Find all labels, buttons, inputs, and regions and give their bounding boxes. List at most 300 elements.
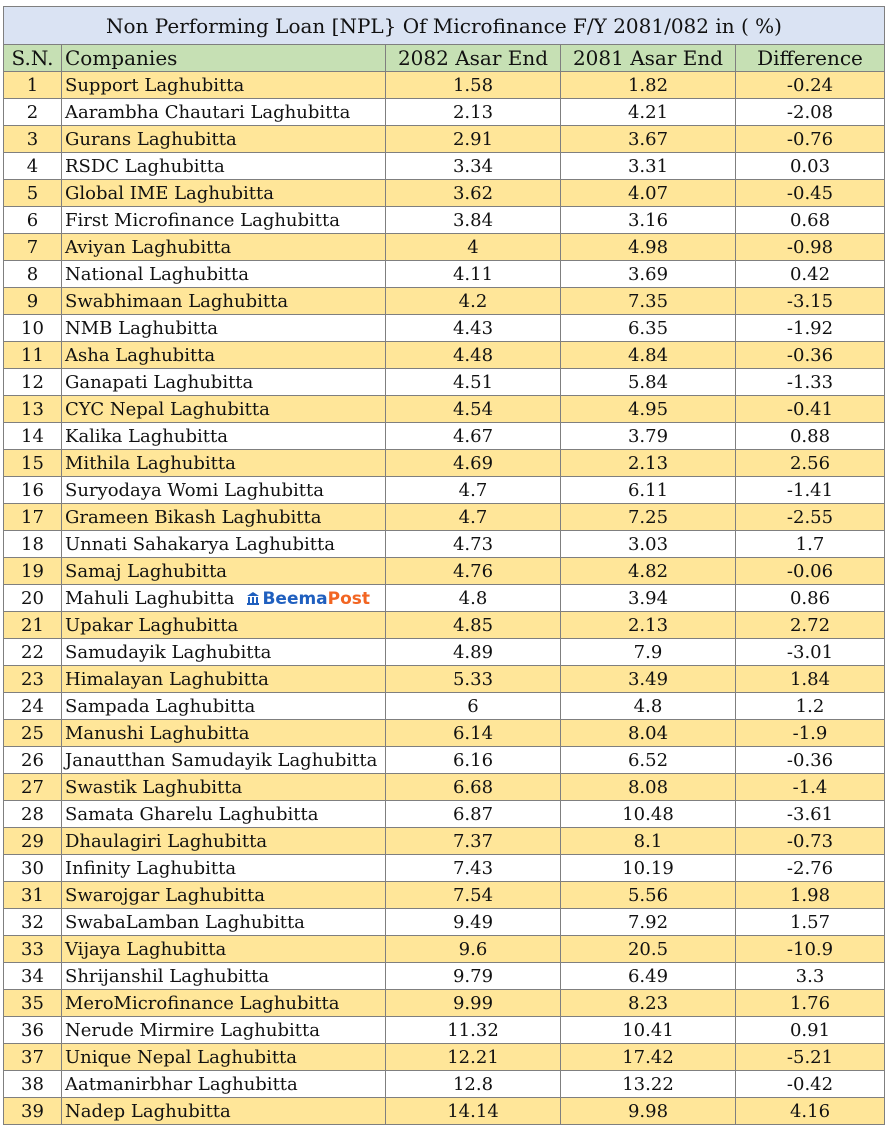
header-2082-asar-end: 2082 Asar End xyxy=(386,45,561,72)
sn-text: 4 xyxy=(26,155,39,177)
difference-cell xyxy=(736,342,885,369)
company-text: Suryodaya Womi Laghubitta xyxy=(65,479,324,501)
company-text: MeroMicrofinance Laghubitta xyxy=(65,992,340,1014)
difference-cell xyxy=(736,990,885,1017)
table-row xyxy=(4,342,885,369)
value-2082-cell xyxy=(386,531,561,558)
difference-text: -1.33 xyxy=(786,371,834,393)
company-text: Vijaya Laghubitta xyxy=(65,938,227,960)
company-cell xyxy=(62,720,386,747)
value-2081-cell xyxy=(561,234,736,261)
value-2081-text: 17.42 xyxy=(622,1046,674,1068)
value-2081-text: 10.48 xyxy=(622,803,674,825)
company-cell xyxy=(62,1098,386,1125)
difference-text: -0.76 xyxy=(786,128,834,150)
table-row xyxy=(4,72,885,99)
company-cell xyxy=(62,180,386,207)
value-2082-cell xyxy=(386,477,561,504)
value-2081-cell xyxy=(561,693,736,720)
value-2081-cell xyxy=(561,369,736,396)
value-2081-cell xyxy=(561,855,736,882)
value-2081-cell xyxy=(561,882,736,909)
sn-cell xyxy=(4,180,62,207)
value-2082-text: 4.7 xyxy=(458,479,488,501)
sn-cell xyxy=(4,828,62,855)
value-2082-text: 3.62 xyxy=(452,182,494,204)
sn-text: 9 xyxy=(26,290,39,312)
value-2082-text: 4.2 xyxy=(458,290,488,312)
difference-cell xyxy=(736,1098,885,1125)
difference-text: -1.4 xyxy=(792,776,828,798)
value-2082-cell xyxy=(386,855,561,882)
company-text: Support Laghubitta xyxy=(65,74,245,96)
header-difference: Difference xyxy=(736,45,885,72)
value-2081-cell xyxy=(561,288,736,315)
sn-cell xyxy=(4,1044,62,1071)
value-2082-cell xyxy=(386,369,561,396)
value-2082-cell xyxy=(386,504,561,531)
difference-cell xyxy=(736,1071,885,1098)
sn-cell xyxy=(4,612,62,639)
difference-cell xyxy=(736,801,885,828)
difference-text: 0.88 xyxy=(789,425,831,447)
sn-cell xyxy=(4,1017,62,1044)
value-2081-cell xyxy=(561,1098,736,1125)
difference-text: -2.08 xyxy=(786,101,834,123)
value-2081-cell xyxy=(561,747,736,774)
company-text: Unique Nepal Laghubitta xyxy=(65,1046,298,1068)
value-2082-cell xyxy=(386,1071,561,1098)
company-cell xyxy=(62,990,386,1017)
table-row xyxy=(4,639,885,666)
difference-text: 0.03 xyxy=(789,155,831,177)
value-2081-text: 7.9 xyxy=(633,641,663,663)
value-2082-text: 9.79 xyxy=(452,965,494,987)
sn-text: 14 xyxy=(21,425,44,447)
value-2081-cell xyxy=(561,99,736,126)
value-2082-text: 4.89 xyxy=(452,641,494,663)
value-2081-cell xyxy=(561,531,736,558)
sn-cell xyxy=(4,423,62,450)
table-row xyxy=(4,747,885,774)
sn-text: 1 xyxy=(26,74,39,96)
sn-text: 10 xyxy=(21,317,44,339)
sn-text: 21 xyxy=(21,614,44,636)
company-text: NMB Laghubitta xyxy=(65,317,218,339)
company-cell xyxy=(62,369,386,396)
difference-cell xyxy=(736,720,885,747)
value-2081-text: 3.16 xyxy=(627,209,669,231)
sn-cell xyxy=(4,585,62,612)
value-2082-cell xyxy=(386,450,561,477)
company-cell xyxy=(62,585,386,612)
company-cell xyxy=(62,774,386,801)
sn-text: 11 xyxy=(21,344,44,366)
company-text: Himalayan Laghubitta xyxy=(65,668,269,690)
difference-cell xyxy=(736,315,885,342)
table-row xyxy=(4,693,885,720)
difference-text: 1.76 xyxy=(789,992,831,1014)
value-2082-cell xyxy=(386,963,561,990)
value-2082-text: 5.33 xyxy=(452,668,494,690)
company-text: Aatmanirbhar Laghubitta xyxy=(65,1073,298,1095)
sn-cell xyxy=(4,342,62,369)
sn-text: 3 xyxy=(26,128,39,150)
company-text: Swabhimaan Laghubitta xyxy=(65,290,289,312)
value-2082-text: 4.7 xyxy=(458,506,488,528)
difference-text: -0.36 xyxy=(786,749,834,771)
value-2081-text: 1.82 xyxy=(627,74,669,96)
header-companies: Companies xyxy=(62,45,386,72)
value-2081-cell xyxy=(561,639,736,666)
company-text: Infinity Laghubitta xyxy=(65,857,237,879)
difference-text: -5.21 xyxy=(786,1046,834,1068)
value-2081-cell xyxy=(561,558,736,585)
sn-cell xyxy=(4,720,62,747)
value-2082-text: 1.58 xyxy=(452,74,494,96)
value-2081-text: 4.8 xyxy=(633,695,663,717)
logo-text-right: Post xyxy=(327,588,371,609)
sn-text: 20 xyxy=(21,587,44,609)
value-2081-cell xyxy=(561,801,736,828)
difference-text: -0.41 xyxy=(786,398,834,420)
value-2082-text: 6.14 xyxy=(452,722,494,744)
company-text: National Laghubitta xyxy=(65,263,249,285)
company-cell xyxy=(62,747,386,774)
value-2081-cell xyxy=(561,720,736,747)
table-row xyxy=(4,450,885,477)
value-2082-text: 12.21 xyxy=(447,1046,499,1068)
sn-cell xyxy=(4,477,62,504)
table-row xyxy=(4,1044,885,1071)
difference-text: 1.7 xyxy=(795,533,825,555)
table-row xyxy=(4,1071,885,1098)
sn-text: 33 xyxy=(21,938,44,960)
value-2082-text: 7.54 xyxy=(452,884,494,906)
value-2081-cell xyxy=(561,180,736,207)
value-2081-text: 8.08 xyxy=(627,776,669,798)
company-text: Janautthan Samudayik Laghubitta xyxy=(65,749,378,771)
company-text: Samaj Laghubitta xyxy=(65,560,228,582)
value-2081-cell xyxy=(561,585,736,612)
sn-text: 34 xyxy=(21,965,44,987)
value-2081-text: 5.56 xyxy=(627,884,669,906)
company-cell xyxy=(62,315,386,342)
difference-cell xyxy=(736,477,885,504)
value-2082-cell xyxy=(386,909,561,936)
value-2082-text: 4.85 xyxy=(452,614,494,636)
value-2082-text: 6.68 xyxy=(452,776,494,798)
company-text: Upakar Laghubitta xyxy=(65,614,239,636)
difference-text: -0.73 xyxy=(786,830,834,852)
value-2082-text: 4.73 xyxy=(452,533,494,555)
sn-text: 29 xyxy=(21,830,44,852)
value-2081-text: 4.82 xyxy=(627,560,669,582)
sn-cell xyxy=(4,774,62,801)
table-row xyxy=(4,261,885,288)
company-text: Samudayik Laghubitta xyxy=(65,641,272,663)
title-row xyxy=(4,7,885,45)
value-2082-cell xyxy=(386,666,561,693)
value-2081-text: 3.69 xyxy=(627,263,669,285)
company-cell xyxy=(62,342,386,369)
difference-text: -0.42 xyxy=(786,1073,834,1095)
value-2082-cell xyxy=(386,936,561,963)
difference-cell xyxy=(736,936,885,963)
table-row xyxy=(4,531,885,558)
company-cell xyxy=(62,234,386,261)
value-2082-cell xyxy=(386,990,561,1017)
company-cell xyxy=(62,1017,386,1044)
value-2081-text: 3.31 xyxy=(627,155,669,177)
sn-text: 32 xyxy=(21,911,44,933)
difference-cell xyxy=(736,153,885,180)
difference-cell xyxy=(736,531,885,558)
value-2082-cell xyxy=(386,639,561,666)
value-2082-text: 12.8 xyxy=(452,1073,494,1095)
value-2081-text: 6.35 xyxy=(627,317,669,339)
table-row xyxy=(4,126,885,153)
difference-text: -2.55 xyxy=(786,506,834,528)
sn-text: 26 xyxy=(21,749,44,771)
value-2082-cell xyxy=(386,558,561,585)
difference-cell xyxy=(736,855,885,882)
difference-text: 2.72 xyxy=(789,614,831,636)
value-2082-text: 9.6 xyxy=(458,938,488,960)
sn-cell xyxy=(4,909,62,936)
sn-text: 27 xyxy=(21,776,44,798)
value-2082-text: 4.8 xyxy=(458,587,488,609)
difference-cell xyxy=(736,585,885,612)
value-2082-cell xyxy=(386,72,561,99)
difference-cell xyxy=(736,639,885,666)
difference-cell xyxy=(736,774,885,801)
company-cell xyxy=(62,693,386,720)
table-row xyxy=(4,99,885,126)
value-2081-text: 8.23 xyxy=(627,992,669,1014)
table-row xyxy=(4,180,885,207)
difference-cell xyxy=(736,612,885,639)
company-text: Dhaulagiri Laghubitta xyxy=(65,830,268,852)
value-2082-cell xyxy=(386,315,561,342)
value-2081-text: 7.92 xyxy=(627,911,669,933)
value-2082-text: 4.69 xyxy=(452,452,494,474)
company-text: Aarambha Chautari Laghubitta xyxy=(65,101,351,123)
sn-text: 17 xyxy=(21,506,44,528)
difference-text: 1.2 xyxy=(795,695,825,717)
sn-cell xyxy=(4,369,62,396)
value-2082-text: 4 xyxy=(467,236,479,258)
company-text: Aviyan Laghubitta xyxy=(65,236,232,258)
company-cell xyxy=(62,396,386,423)
value-2081-cell xyxy=(561,477,736,504)
difference-cell xyxy=(736,180,885,207)
difference-text: 0.91 xyxy=(789,1019,831,1041)
company-cell xyxy=(62,612,386,639)
value-2082-text: 11.32 xyxy=(447,1019,499,1041)
difference-text: 4.16 xyxy=(789,1100,831,1122)
value-2081-text: 4.98 xyxy=(627,236,669,258)
company-text: SwabaLamban Laghubitta xyxy=(65,911,305,933)
difference-text: -1.92 xyxy=(786,317,834,339)
sn-cell xyxy=(4,963,62,990)
difference-cell xyxy=(736,666,885,693)
company-text: Nerude Mirmire Laghubitta xyxy=(65,1019,320,1041)
table-row xyxy=(4,666,885,693)
value-2082-text: 9.49 xyxy=(452,911,494,933)
difference-text: -3.61 xyxy=(786,803,834,825)
sn-cell xyxy=(4,396,62,423)
value-2082-cell xyxy=(386,180,561,207)
sn-text: 16 xyxy=(21,479,44,501)
sn-text: 6 xyxy=(26,209,39,231)
table-row xyxy=(4,315,885,342)
company-text: Ganapati Laghubitta xyxy=(65,371,254,393)
value-2081-cell xyxy=(561,261,736,288)
table-row xyxy=(4,990,885,1017)
sn-text: 2 xyxy=(26,101,39,123)
difference-text: 0.42 xyxy=(789,263,831,285)
difference-text: 1.84 xyxy=(789,668,831,690)
value-2082-text: 4.11 xyxy=(452,263,494,285)
sn-text: 12 xyxy=(21,371,44,393)
sn-text: 23 xyxy=(21,668,44,690)
value-2082-cell xyxy=(386,342,561,369)
value-2081-text: 8.1 xyxy=(633,830,663,852)
sn-text: 37 xyxy=(21,1046,44,1068)
table-row xyxy=(4,774,885,801)
company-text: Shrijanshil Laghubitta xyxy=(65,965,270,987)
company-cell xyxy=(62,450,386,477)
value-2082-cell xyxy=(386,693,561,720)
value-2082-cell xyxy=(386,747,561,774)
value-2081-cell xyxy=(561,666,736,693)
value-2081-text: 4.95 xyxy=(627,398,669,420)
value-2082-cell xyxy=(386,1017,561,1044)
difference-text: 3.3 xyxy=(795,965,825,987)
table-row xyxy=(4,558,885,585)
building-icon xyxy=(246,591,260,605)
value-2082-cell xyxy=(386,828,561,855)
value-2081-text: 6.52 xyxy=(627,749,669,771)
value-2082-text: 2.13 xyxy=(452,101,494,123)
value-2081-text: 4.07 xyxy=(627,182,669,204)
table-row xyxy=(4,963,885,990)
table-row xyxy=(4,909,885,936)
value-2081-cell xyxy=(561,828,736,855)
value-2081-text: 3.94 xyxy=(627,587,669,609)
company-text: Mithila Laghubitta xyxy=(65,452,236,474)
table-row xyxy=(4,369,885,396)
sn-cell xyxy=(4,936,62,963)
difference-cell xyxy=(736,234,885,261)
sn-cell xyxy=(4,990,62,1017)
value-2081-text: 3.79 xyxy=(627,425,669,447)
table-row xyxy=(4,1017,885,1044)
company-text: Unnati Sahakarya Laghubitta xyxy=(65,533,335,555)
value-2081-text: 2.13 xyxy=(627,452,669,474)
value-2082-text: 4.67 xyxy=(452,425,494,447)
difference-cell xyxy=(736,1044,885,1071)
value-2081-cell xyxy=(561,315,736,342)
difference-text: -0.98 xyxy=(786,236,834,258)
value-2082-text: 4.48 xyxy=(452,344,494,366)
value-2081-cell xyxy=(561,990,736,1017)
table-row xyxy=(4,585,885,612)
sn-cell xyxy=(4,801,62,828)
value-2082-text: 9.99 xyxy=(452,992,494,1014)
table-row xyxy=(4,936,885,963)
sn-text: 30 xyxy=(21,857,44,879)
difference-cell xyxy=(736,828,885,855)
value-2081-text: 2.13 xyxy=(627,614,669,636)
difference-cell xyxy=(736,99,885,126)
value-2081-cell xyxy=(561,396,736,423)
company-cell xyxy=(62,639,386,666)
table-row xyxy=(4,855,885,882)
sn-text: 5 xyxy=(26,182,39,204)
company-cell xyxy=(62,963,386,990)
company-cell xyxy=(62,801,386,828)
table-row xyxy=(4,423,885,450)
table-row xyxy=(4,612,885,639)
value-2082-text: 14.14 xyxy=(447,1100,499,1122)
difference-text: -1.41 xyxy=(786,479,834,501)
sn-text: 24 xyxy=(21,695,44,717)
value-2082-cell xyxy=(386,1044,561,1071)
value-2081-cell xyxy=(561,423,736,450)
difference-cell xyxy=(736,909,885,936)
table-row xyxy=(4,477,885,504)
sn-cell xyxy=(4,855,62,882)
value-2081-cell xyxy=(561,72,736,99)
company-text: Sampada Laghubitta xyxy=(65,695,256,717)
difference-cell xyxy=(736,450,885,477)
value-2081-text: 10.41 xyxy=(622,1019,674,1041)
value-2081-cell xyxy=(561,612,736,639)
value-2081-cell xyxy=(561,153,736,180)
difference-text: -10.9 xyxy=(786,938,834,960)
table-row xyxy=(4,801,885,828)
sn-text: 38 xyxy=(21,1073,44,1095)
value-2081-cell xyxy=(561,126,736,153)
sn-text: 31 xyxy=(21,884,44,906)
value-2082-cell xyxy=(386,1098,561,1125)
difference-text: -0.45 xyxy=(786,182,834,204)
difference-cell xyxy=(736,261,885,288)
difference-cell xyxy=(736,126,885,153)
header-2081-asar-end: 2081 Asar End xyxy=(561,45,736,72)
difference-cell xyxy=(736,369,885,396)
difference-cell xyxy=(736,72,885,99)
value-2081-cell xyxy=(561,1017,736,1044)
value-2081-text: 6.49 xyxy=(627,965,669,987)
sn-cell xyxy=(4,288,62,315)
value-2081-text: 7.35 xyxy=(627,290,669,312)
table-title: Non Performing Loan [NPL} Of Microfinance F/Y 2081/082 in ( %) xyxy=(4,7,885,45)
sn-cell xyxy=(4,747,62,774)
value-2082-cell xyxy=(386,396,561,423)
difference-cell xyxy=(736,207,885,234)
value-2081-cell xyxy=(561,504,736,531)
value-2081-text: 9.98 xyxy=(627,1100,669,1122)
difference-text: -0.06 xyxy=(786,560,834,582)
value-2082-text: 7.37 xyxy=(452,830,494,852)
company-text: CYC Nepal Laghubitta xyxy=(65,398,270,420)
value-2081-text: 13.22 xyxy=(622,1073,674,1095)
sn-cell xyxy=(4,558,62,585)
sn-cell xyxy=(4,72,62,99)
